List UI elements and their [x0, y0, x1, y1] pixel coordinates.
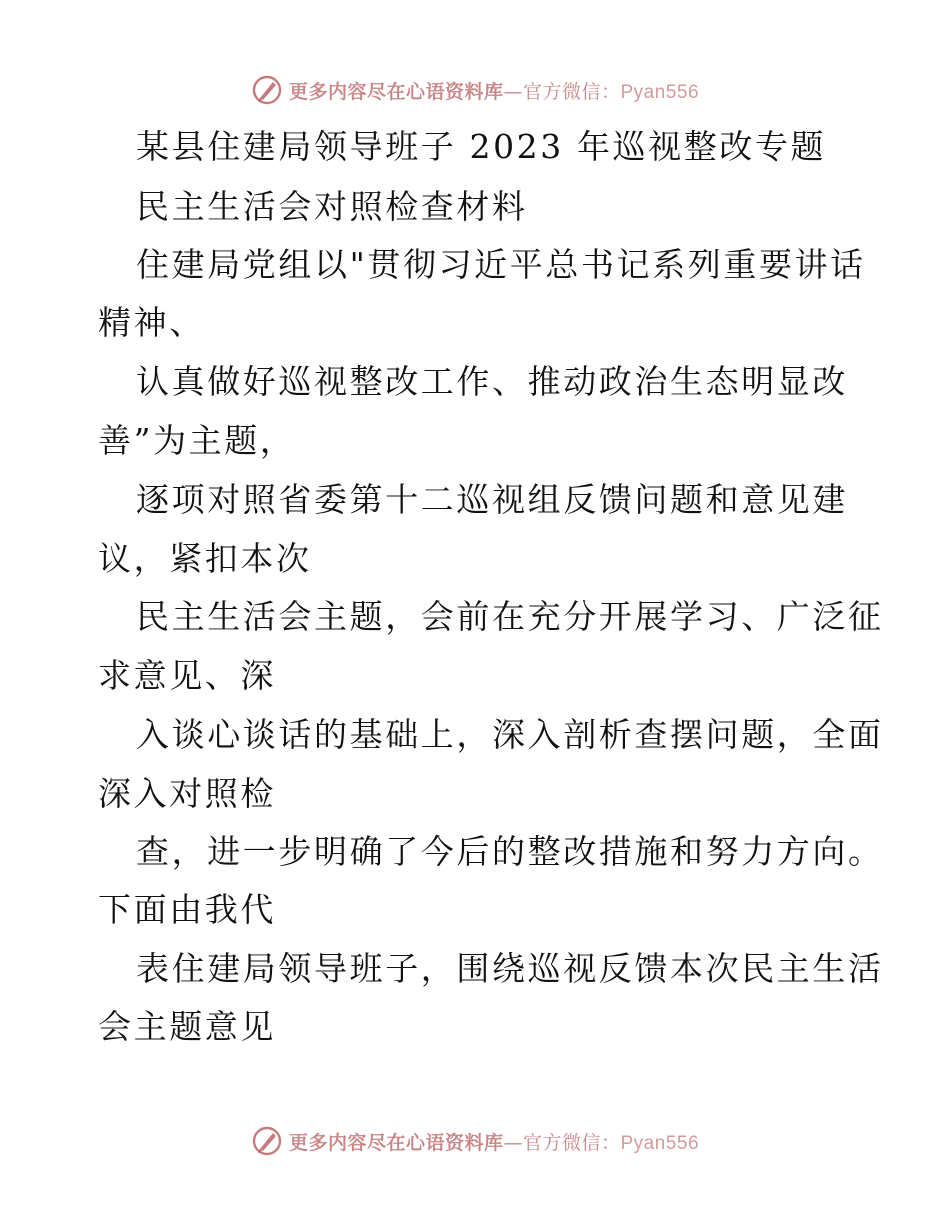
- paragraph-line: 下面由我代: [98, 890, 276, 929]
- watermark-brand: 更多内容尽在心语资料库: [288, 80, 504, 103]
- paragraph-line: 认真做好巡视整改工作、推动政治生态明显改: [136, 362, 848, 401]
- watermark-id: Pyan556: [620, 81, 700, 103]
- document-title-line-2: 民主生活会对照检查材料: [136, 187, 528, 226]
- watermark-text: [289, 77, 699, 104]
- paragraph-line: 住建局党组以"贯彻习近平总书记系列重要讲话: [136, 245, 866, 284]
- paragraph-line: 深入对照检: [98, 774, 276, 813]
- paragraph-line: 议，紧扣本次: [98, 539, 312, 578]
- paragraph-line: 求意见、深: [98, 656, 276, 695]
- watermark-id: Pyan556: [620, 1132, 700, 1154]
- header-watermark: [0, 73, 950, 107]
- paragraph-line: 表住建局领导班子，围绕巡视反馈本次民主生活: [136, 949, 884, 988]
- paragraph-line: 逐项对照省委第十二巡视组反馈问题和意见建: [136, 480, 848, 519]
- quill-pen-circle-icon: [251, 1125, 283, 1157]
- watermark-separator: —: [503, 1131, 523, 1154]
- watermark-text: [289, 1128, 699, 1155]
- footer-watermark: [0, 1124, 950, 1158]
- paragraph-line: 善”为主题，: [98, 421, 296, 460]
- paragraph-line: 精神、: [98, 303, 205, 342]
- watermark-label: 官方微信：: [522, 80, 621, 103]
- paragraph-line: 查，进一步明确了今后的整改措施和努力方向。: [136, 832, 884, 871]
- watermark-label: 官方微信：: [522, 1131, 621, 1154]
- paragraph-line: 入谈心谈话的基础上，深入剖析查摆问题，全面: [136, 715, 884, 754]
- watermark-brand: 更多内容尽在心语资料库: [288, 1131, 504, 1154]
- document-title-line-1: 某县住建局领导班子 2023 年巡视整改专题: [136, 127, 827, 166]
- watermark-separator: —: [503, 80, 523, 103]
- paragraph-line: 会主题意见: [98, 1007, 276, 1046]
- quill-pen-circle-icon: [251, 74, 283, 106]
- paragraph-line: 民主生活会主题，会前在充分开展学习、广泛征: [136, 597, 884, 636]
